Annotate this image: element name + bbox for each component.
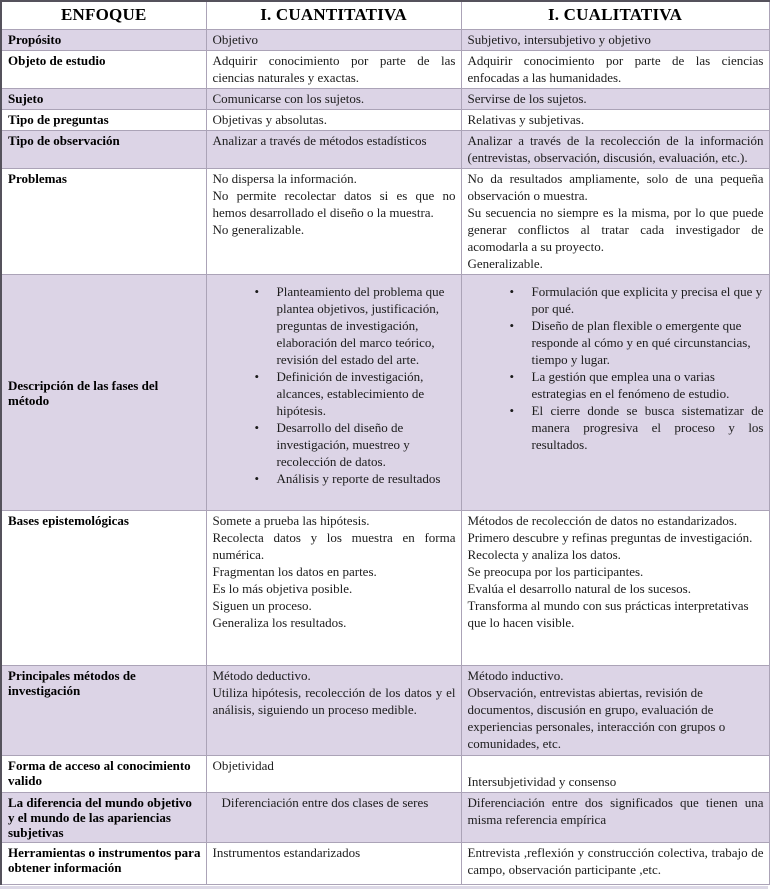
- table-cell: [461, 30, 769, 51]
- cell-text: Fragmentan los datos en partes.: [212, 564, 377, 579]
- cell-text: Diferenciación entre dos significados que tienen una misma referencia empírica: [467, 795, 764, 827]
- table-cell: [461, 666, 769, 756]
- header-row: [1, 1, 769, 30]
- row-label: Tipo de preguntas: [1, 110, 206, 131]
- cell-text: Comunicarse con los sujetos.: [212, 91, 365, 106]
- table-row: [1, 666, 769, 756]
- cell-text: No permite recolectar datos si es que no hemos desarrollado el diseño o la muestra.: [212, 188, 456, 220]
- table-body: [1, 30, 769, 885]
- row-label: Herramientas o instrumentos para obtener información: [1, 843, 206, 885]
- row-label: Problemas: [1, 169, 206, 275]
- cell-text: Observación, entrevistas abiertas, revisión de documentos, discusión en grupo, evaluación de experiencias personales, interacción con grupos o comunidades, etc.: [467, 685, 726, 751]
- table-cell: [206, 666, 461, 756]
- cell-text: Instrumentos estandarizados: [212, 845, 361, 860]
- table-cell: [206, 51, 461, 89]
- cell-text: Generaliza los resultados.: [212, 615, 347, 630]
- table-cell: [206, 511, 461, 666]
- cell-text: Objetivas y absolutas.: [212, 112, 327, 127]
- col-header-enfoque: ENFOQUE: [1, 1, 206, 30]
- row-label: Descripción de las fases del método: [1, 275, 206, 511]
- cell-text: Siguen un proceso.: [212, 598, 312, 613]
- bullet-item: • Diseño de plan flexible o emergente que responde al cómo y en qué circunstancias, tiempo y lugar.: [508, 317, 764, 368]
- bullet-item: • Desarrollo del diseño de investigación, muestreo y recolección de datos.: [253, 419, 456, 470]
- table-row: [1, 110, 769, 131]
- table-cell: [206, 30, 461, 51]
- cell-text: Evalúa el desarrollo natural de los sucesos.: [467, 581, 691, 596]
- row-label: Bases epistemológicas: [1, 511, 206, 666]
- table-cell: [461, 756, 769, 793]
- row-label: Objeto de estudio: [1, 51, 206, 89]
- bullet-item: • Análisis y reporte de resultados: [253, 470, 456, 487]
- table-cell: [206, 110, 461, 131]
- row-label: Principales métodos de investigación: [1, 666, 206, 756]
- cell-text: Es lo más objetiva posible.: [212, 581, 353, 596]
- bullet-item: • La gestión que emplea una o varias estrategias en el fenómeno de estudio.: [508, 368, 764, 402]
- row-label: Tipo de observación: [1, 131, 206, 169]
- row-label: La diferencia del mundo objetivo y el mundo de las apariencias subjetivas: [1, 793, 206, 843]
- cell-text: Intersubjetividad y consenso: [467, 774, 617, 789]
- table-cell: [461, 89, 769, 110]
- cell-text: Objetivo: [212, 32, 258, 47]
- cell-text: Primero descubre y refinas preguntas de investigación.: [467, 530, 753, 545]
- cell-text: Analizar a través de la recolección de la información (entrevistas, observación, discusión, evaluación, etc.).: [467, 133, 764, 165]
- table-cell: [461, 110, 769, 131]
- bullet-list: [213, 283, 456, 487]
- bullet-item: • El cierre donde se busca sistematizar de manera progresiva el proceso y los resultados.: [508, 402, 764, 453]
- bullet-item: • Definición de investigación, alcances, establecimiento de hipótesis.: [253, 368, 456, 419]
- cell-text: Objetividad: [212, 758, 274, 773]
- cell-text: Adquirir conocimiento por parte de las ciencias enfocadas a las humanidades.: [467, 53, 764, 85]
- cell-text: No generalizable.: [212, 222, 305, 237]
- cell-text: Adquirir conocimiento por parte de las ciencias naturales y exactas.: [212, 53, 456, 85]
- cell-text: Subjetivo, intersubjetivo y objetivo: [467, 32, 651, 47]
- table-cell: [461, 793, 769, 843]
- cell-text: Se preocupa por los participantes.: [467, 564, 644, 579]
- cell-text: No da resultados ampliamente, solo de una pequeña observación o muestra.: [467, 171, 764, 203]
- cell-text: Generalizable.: [467, 256, 543, 271]
- table-cell: [206, 756, 461, 793]
- cell-text: Su secuencia no siempre es la misma, por lo que puede generar conflictos al tratar cada investigador de acomodarla a su proyecto.: [467, 205, 764, 254]
- cell-text: No dispersa la información.: [212, 171, 357, 186]
- row-label: Forma de acceso al conocimiento valido: [1, 756, 206, 793]
- table-cell: [206, 131, 461, 169]
- table-row: [1, 756, 769, 793]
- table-row: [1, 131, 769, 169]
- cell-text: Utiliza hipótesis, recolección de los datos y el análisis, siguiendo un proceso medible.: [212, 685, 456, 717]
- table-cell: [206, 275, 461, 511]
- bullet-item: • Formulación que explicita y precisa el que y por qué.: [508, 283, 764, 317]
- table-cell: [461, 843, 769, 885]
- cell-text: Diferenciación entre dos clases de seres: [221, 795, 429, 810]
- bullet-list: [468, 283, 764, 453]
- cell-text: Entrevista ,reflexión y construcción colectiva, trabajo de campo, observación participante ,etc.: [467, 845, 764, 877]
- table-cell: [206, 169, 461, 275]
- table-cell: [461, 51, 769, 89]
- cell-text: Métodos de recolección de datos no estandarizados.: [467, 513, 738, 528]
- table-cell: [206, 843, 461, 885]
- cell-text: Servirse de los sujetos.: [467, 91, 587, 106]
- cell-text: Analizar a través de métodos estadísticos: [212, 133, 427, 148]
- table-row: [1, 169, 769, 275]
- cell-text: Somete a prueba las hipótesis.: [212, 513, 370, 528]
- table-row: [1, 793, 769, 843]
- cell-text: Relativas y subjetivas.: [467, 112, 585, 127]
- table-row: [1, 843, 769, 885]
- cell-text: Recolecta datos y los muestra en forma numérica.: [212, 530, 456, 562]
- cell-text: Recolecta y analiza los datos.: [467, 547, 621, 562]
- row-label: Sujeto: [1, 89, 206, 110]
- bullet-item: • Planteamiento del problema que plantea objetivos, justificación, preguntas de investigación, elaboración del marco teórico, revisión del estado del arte.: [253, 283, 456, 368]
- table-row: [1, 30, 769, 51]
- table-cell: [206, 793, 461, 843]
- table-row: [1, 51, 769, 89]
- table-cell: [461, 169, 769, 275]
- cell-text: Método deductivo.: [212, 668, 311, 683]
- col-header-cuantitativa: I. CUANTITATIVA: [206, 1, 461, 30]
- table-row: [1, 89, 769, 110]
- table-cell: [206, 89, 461, 110]
- col-header-cualitativa: I. CUALITATIVA: [461, 1, 769, 30]
- table-cell: [461, 275, 769, 511]
- table-cell: [461, 511, 769, 666]
- table-row: [1, 511, 769, 666]
- row-label: Propósito: [1, 30, 206, 51]
- cell-text: Transforma al mundo con sus prácticas interpretativas que lo hacen visible.: [467, 598, 749, 630]
- cell-text: Método inductivo.: [467, 668, 564, 683]
- table-row: [1, 275, 769, 511]
- table-cell: [461, 131, 769, 169]
